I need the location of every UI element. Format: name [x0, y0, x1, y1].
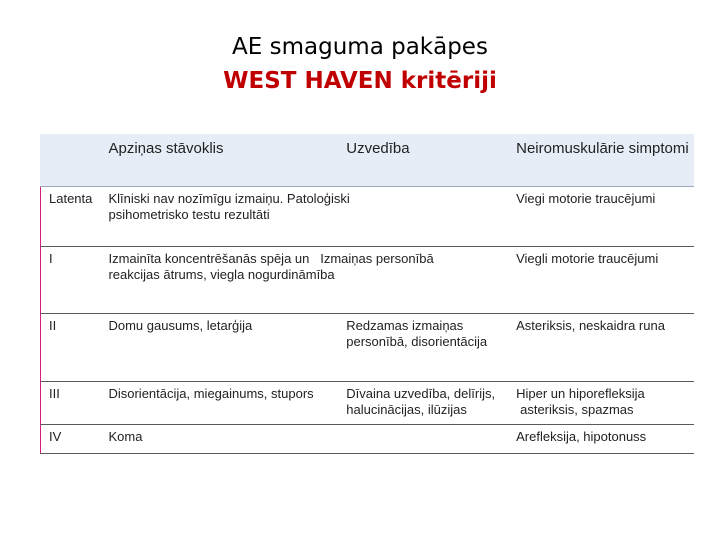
table-header-row: [41, 134, 695, 186]
neuromuscular-cell: Arefleksija, hipotonuss: [516, 424, 694, 453]
neuromuscular-line-2: asteriksis, spazmas: [520, 401, 634, 417]
behavior-cell: Redzamas izmaiņas personībā, disorientācija: [346, 313, 516, 381]
title-line-2: WEST HAVEN kritēriji: [223, 68, 497, 94]
behavior-text: Izmaiņas personībā: [320, 250, 434, 266]
table-row: [41, 424, 695, 453]
consciousness-cell: Koma: [108, 424, 346, 453]
grade-cell: II: [41, 313, 109, 381]
table-row: [41, 186, 695, 246]
header-cell-consciousness: Apziņas stāvoklis: [108, 134, 346, 186]
consciousness-text-part1: Izmainīta koncentrēšanās spēja un: [108, 250, 310, 266]
table-row: [41, 246, 695, 313]
neuromuscular-cell: Asteriksis, neskaidra runa: [516, 313, 694, 381]
behavior-cell: Dīvaina uzvedība, delīrijs, halucinācijas, ilūzijas: [346, 381, 516, 424]
neuromuscular-cell: Viegi motorie traucējumi: [516, 186, 694, 246]
slide-title: [0, 30, 720, 98]
header-cell-grade: [41, 134, 109, 186]
grade-cell: III: [41, 381, 109, 424]
grade-cell: Latenta: [41, 186, 109, 246]
consciousness-cell: Domu gausums, letarģija: [108, 313, 346, 381]
behavior-cell: [346, 424, 516, 453]
title-line-1: AE smaguma pakāpes: [232, 34, 488, 60]
consciousness-behavior-cell: [108, 246, 516, 313]
neuromuscular-cell: Viegli motorie traucējumi: [516, 246, 694, 313]
header-cell-neuromuscular: Neiromuskulārie simptomi: [516, 134, 694, 186]
neuromuscular-cell: [516, 381, 694, 424]
consciousness-text-part2: reakcijas ātrums, viegla nogurdināmība: [108, 266, 335, 282]
grade-cell: IV: [41, 424, 109, 453]
table-row: [41, 313, 695, 381]
table-row: [41, 381, 695, 424]
consciousness-cell: Klīniski nav nozīmīgu izmaiņu. Patoloģiski psihometrisko testu rezultāti: [108, 186, 516, 246]
neuromuscular-line-1: Hiper un hiporefleksija: [516, 385, 645, 401]
grade-cell: I: [41, 246, 109, 313]
header-cell-behavior: Uzvedība: [346, 134, 516, 186]
consciousness-cell: Disorientācija, miegainums, stupors: [108, 381, 346, 424]
west-haven-table: [40, 134, 694, 454]
